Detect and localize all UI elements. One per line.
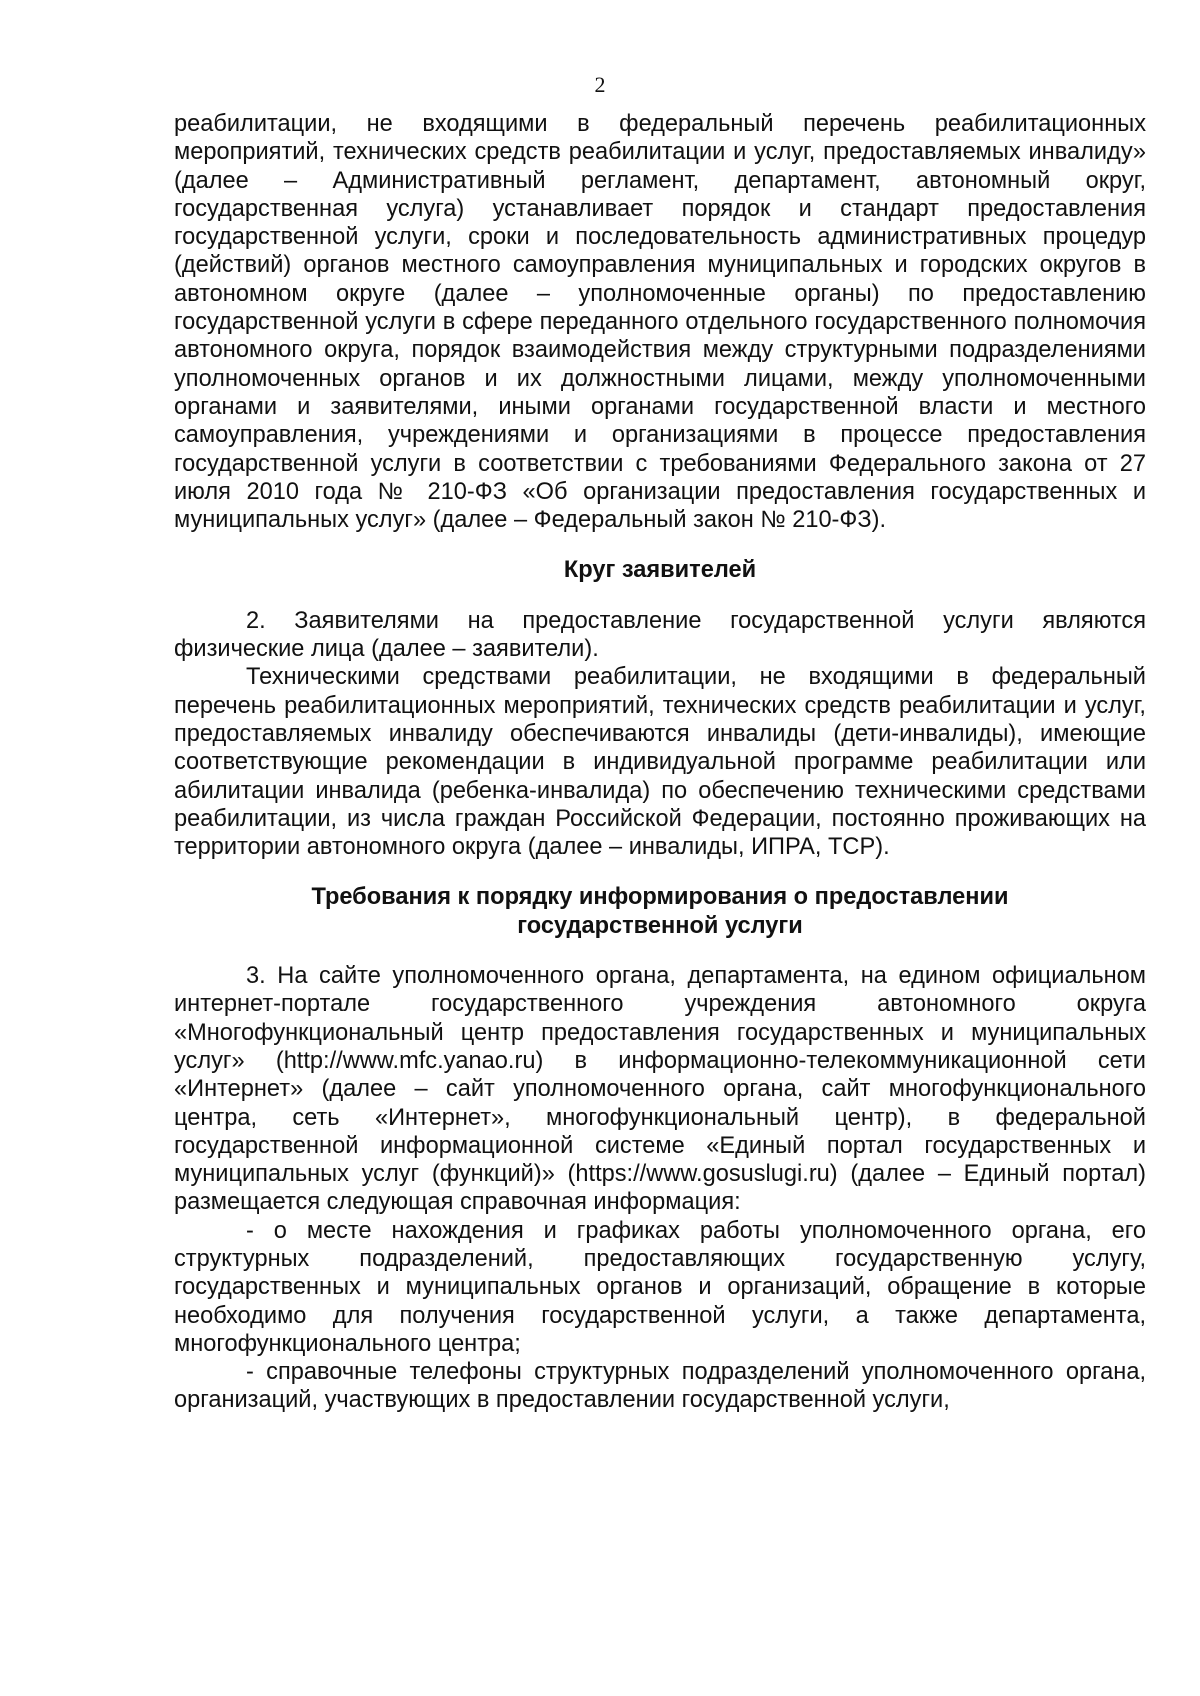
document-body xyxy=(174,110,1146,1415)
applicants-paragraph-1: 2. Заявителями на предоставление государственной услуги являются физические лица (далее – заявители). xyxy=(174,607,1146,663)
heading-informing-line-1: Требования к порядку информирования о предоставлении xyxy=(311,884,1009,911)
heading-informing-line-2: государственной услуги xyxy=(517,912,803,939)
informing-list-item: - о месте нахождения и графиках работы уполномоченного органа, его структурных подразделений, предоставляющих государственную услугу, государственных и муниципальных органов и организаций, обращение в которые необходимо для получения государственной услуги, а также департамента, многофункционального центра; xyxy=(174,1217,1146,1357)
heading-applicants: Круг заявителей xyxy=(563,557,757,584)
page-number: 2 xyxy=(594,72,606,97)
informing-paragraph-1: 3. На сайте уполномоченного органа, департамента, на едином официальном интернет-портале государственного учреждения автономного округа «Многофункциональный центр предоставления государственных и муниципальных услуг» (http://www.mfc.yanao.ru) в информационно-телекоммуникационной сети «Интернет» (далее – сайт уполномоченного органа, сайт многофункционального центра, сеть «Интернет», многофункциональный центр), в федеральной государственной информационной системе «Единый портал государственных и муниципальных услуг (функций)» (https://www.gosuslugi.ru) (далее – Единый портал) размещается следующая справочная информация: xyxy=(174,963,1146,1216)
applicants-paragraph-2: Техническими средствами реабилитации, не входящими в федеральный перечень реабилитационных мероприятий, технических средств реабилитации и услуг, предоставляемых инвалиду обеспечиваются инвалиды (дети-инвалиды), имеющие соответствующие рекомендации в индивидуальной программе реабилитации или абилитации инвалида (ребенка-инвалида) по обеспечению техническими средствами реабилитации, из числа граждан Российской Федерации, постоянно проживающих на территории автономного округа (далее – инвалиды, ИПРА, ТСР). xyxy=(174,664,1146,861)
informing-list-item: - справочные телефоны структурных подразделений уполномоченного органа, организаций, участвующих в предоставлении государственной услуги, xyxy=(174,1359,1146,1414)
heading-informing xyxy=(174,883,1146,940)
intro-paragraph: реабилитации, не входящими в федеральный перечень реабилитационных мероприятий, технических средств реабилитации и услуг, предоставляемых инвалиду» (далее – Административный регламент, департамент, автономный округ, государственная услуга) устанавливает порядок и стандарт предоставления государственной услуги, сроки и последовательность административных процедур (действий) органов местного самоуправления муниципальных и городских округов в автономном округе (далее – уполномоченные органы) по предоставлению государственной услуги в сфере переданного отдельного государственного полномочия автономного округа, порядок взаимодействия между структурными подразделениями уполномоченных органов и их должностными лицами, между уполномоченными органами и заявителями, иными органами государственной власти и местного самоуправления, учреждениями и организациями в процессе предоставления государственной услуги в соответствии с требованиями Федерального закона от 27 июля 2010 года № 210-ФЗ «Об организации предоставления государственных и муниципальных услуг» (далее – Федеральный закон № 210-ФЗ). xyxy=(174,111,1146,534)
